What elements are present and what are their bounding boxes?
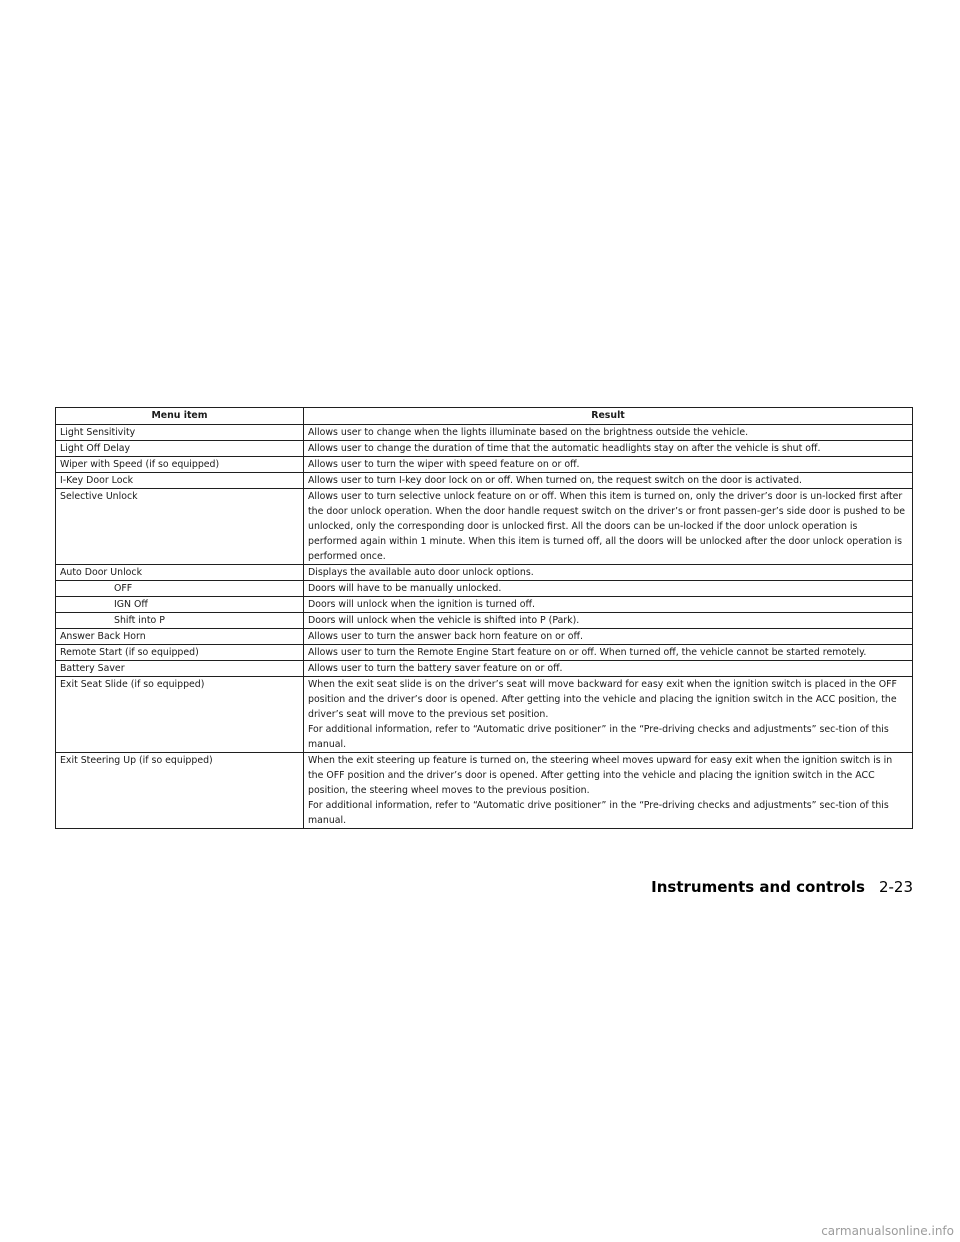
page-number: 2-23: [878, 878, 913, 896]
menu-item-cell: Auto Door Unlock: [56, 565, 304, 581]
menu-item-cell: Battery Saver: [56, 661, 304, 677]
watermark: carmanualsonline.info: [821, 1224, 954, 1238]
result-cell: Allows user to turn I-key door lock on or off. When turned on, the request switch on the door is activated.: [304, 473, 913, 489]
table-row-sub: [56, 597, 913, 613]
header-result: Result: [304, 408, 913, 425]
result-cell: [304, 677, 913, 753]
table-row-sub: [56, 581, 913, 597]
menu-item-cell: Remote Start (if so equipped): [56, 645, 304, 661]
table-row: [56, 489, 913, 565]
result-cell: Allows user to turn the Remote Engine Start feature on or off. When turned off, the vehicle cannot be started remotely.: [304, 645, 913, 661]
table-row: [56, 441, 913, 457]
result-reference: For additional information, refer to “Automatic drive positioner” in the “Pre-driving checks and adjustments” sec-tion of this manual.: [308, 800, 889, 826]
settings-table: [55, 407, 913, 829]
menu-item-cell: Light Off Delay: [56, 441, 304, 457]
menu-subitem-cell: Shift into P: [56, 613, 304, 629]
menu-item-cell: Wiper with Speed (if so equipped): [56, 457, 304, 473]
result-cell: Allows user to turn the answer back horn feature on or off.: [304, 629, 913, 645]
section-title: Instruments and controls: [651, 878, 865, 896]
menu-item-cell: Exit Steering Up (if so equipped): [56, 753, 304, 829]
menu-subitem-cell: IGN Off: [56, 597, 304, 613]
result-cell: Displays the available auto door unlock options.: [304, 565, 913, 581]
result-cell: Doors will unlock when the vehicle is shifted into P (Park).: [304, 613, 913, 629]
menu-item-cell: I-Key Door Lock: [56, 473, 304, 489]
result-cell: Doors will unlock when the ignition is turned off.: [304, 597, 913, 613]
table-row: [56, 629, 913, 645]
table-row-sub: [56, 613, 913, 629]
result-reference: For additional information, refer to “Automatic drive positioner” in the “Pre-driving checks and adjustments” sec-tion of this manual.: [308, 724, 889, 750]
table-row: [56, 645, 913, 661]
result-cell: Allows user to turn the wiper with speed feature on or off.: [304, 457, 913, 473]
table-row: [56, 425, 913, 441]
header-menu-item: Menu item: [56, 408, 304, 425]
menu-item-cell: Light Sensitivity: [56, 425, 304, 441]
result-paragraph: When the exit steering up feature is turned on, the steering wheel moves upward for easy exit when the ignition switch is in the OFF position and the driver’s door is opened. After getting into the vehicle and placing the ignition switch in the ACC position, the steering wheel moves to the previous position.: [308, 755, 893, 796]
menu-item-cell: Exit Seat Slide (if so equipped): [56, 677, 304, 753]
table-row: [56, 661, 913, 677]
menu-item-cell: Selective Unlock: [56, 489, 304, 565]
result-cell: Allows user to turn selective unlock feature on or off. When this item is turned on, only the driver’s door is un-locked first after the door unlock operation. When the door handle request switch on the driver’s or front passen-ger’s side door is pushed to be unlocked, only the corresponding door is unlocked first. All the doors can be un-locked if the door unlock operation is performed again within 1 minute. When this item is turned off, all the doors will be unlocked after the door unlock operation is performed once.: [304, 489, 913, 565]
page-footer: [0, 878, 960, 902]
table-row: [56, 473, 913, 489]
table-row: [56, 457, 913, 473]
menu-item-cell: Answer Back Horn: [56, 629, 304, 645]
result-cell: Allows user to change the duration of time that the automatic headlights stay on after the vehicle is shut off.: [304, 441, 913, 457]
result-cell: Allows user to change when the lights illuminate based on the brightness outside the vehicle.: [304, 425, 913, 441]
table-header-row: [56, 408, 913, 425]
result-cell: Allows user to turn the battery saver feature on or off.: [304, 661, 913, 677]
table-row: [56, 677, 913, 753]
result-cell: [304, 753, 913, 829]
table-row: [56, 753, 913, 829]
menu-subitem-cell: OFF: [56, 581, 304, 597]
result-cell: Doors will have to be manually unlocked.: [304, 581, 913, 597]
table-row: [56, 565, 913, 581]
result-paragraph: When the exit seat slide is on the driver’s seat will move backward for easy exit when the ignition switch is placed in the OFF position and the driver’s door is opened. After getting into the vehicle and placing the ignition switch in the ACC position, the driver’s seat will move to the previous set position.: [308, 679, 897, 720]
